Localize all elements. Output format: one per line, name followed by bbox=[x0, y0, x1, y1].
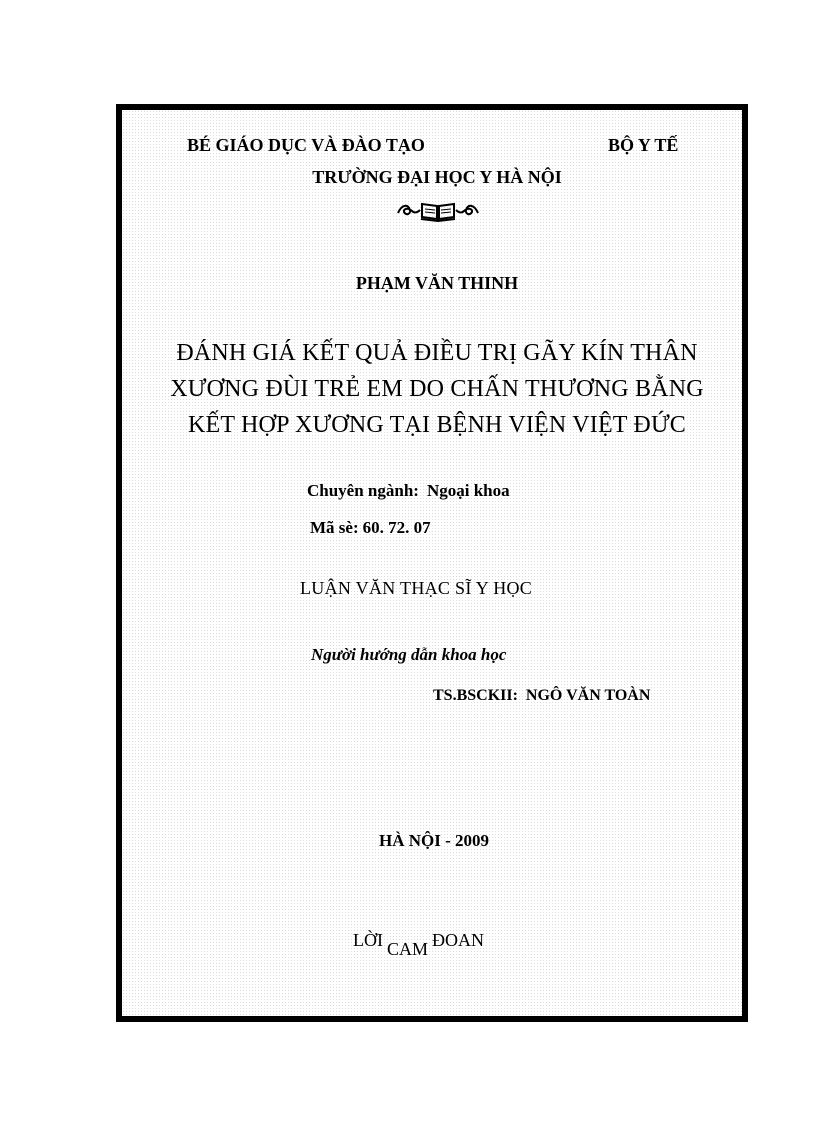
supervisor-line bbox=[433, 687, 650, 705]
supervisor-title: TS.BSCKII: bbox=[433, 687, 518, 704]
code-label: Mã sè: bbox=[310, 518, 359, 537]
supervisor-label: Người hướng dẫn khoa học bbox=[311, 645, 507, 664]
thesis-title-line: KẾT HỢP XƯƠNG TẠI BỆNH VIỆN VIỆT ĐỨC bbox=[188, 412, 686, 438]
supervisor-name: NGÔ VĂN TOÀN bbox=[525, 687, 651, 704]
code-line bbox=[310, 518, 431, 538]
place-year: HÀ NỘI - 2009 bbox=[378, 831, 490, 850]
declaration-word: LỜI bbox=[353, 930, 383, 950]
ministry-health: BỘ Y TẾ bbox=[608, 135, 679, 155]
declaration-word: ĐOAN bbox=[432, 930, 485, 950]
degree-type: LUẬN VĂN THẠC SĨ Y HỌC bbox=[300, 578, 533, 598]
author-name: PHẠM VĂN THINH bbox=[355, 273, 519, 293]
code-value: 60. 72. 07 bbox=[362, 518, 431, 537]
thesis-title-line: XƯƠNG ĐÙI TRẺ EM DO CHẤN THƯƠNG BẰNG bbox=[170, 376, 704, 402]
specialty-label: Chuyên ngành: bbox=[307, 481, 419, 500]
declaration-heading bbox=[353, 930, 485, 959]
thesis-title-line: ĐÁNH GIÁ KẾT QUẢ ĐIỀU TRỊ GÃY KÍN THÂN bbox=[176, 340, 698, 366]
university-name: TRƯỜNG ĐẠI HỌC Y HÀ NỘI bbox=[312, 167, 562, 187]
ministry-education: BÉ GIÁO DỤC VÀ ĐÀO TẠO bbox=[187, 135, 425, 155]
specialty-value: Ngoại khoa bbox=[426, 481, 510, 500]
declaration-word: CAM bbox=[387, 939, 429, 959]
specialty-line bbox=[307, 481, 510, 501]
book-ornament-icon bbox=[396, 198, 480, 222]
